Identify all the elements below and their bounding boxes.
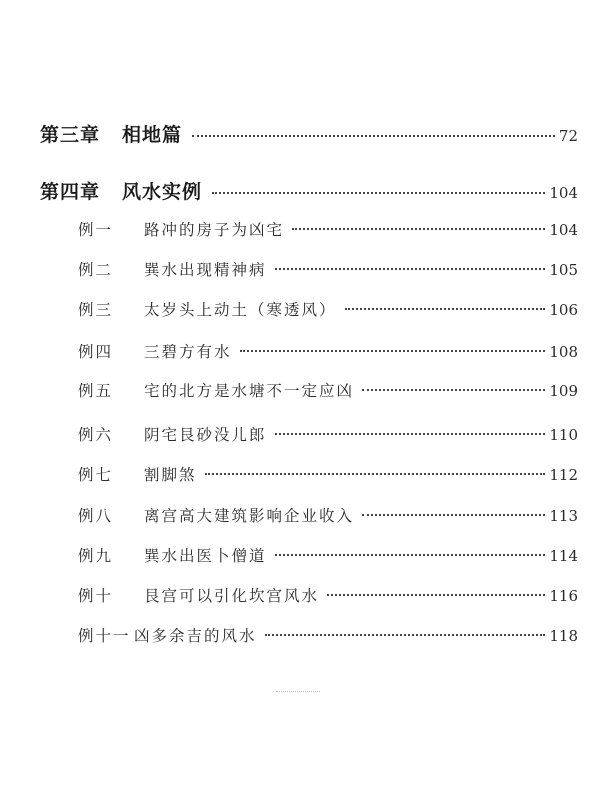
page-number: 105 <box>549 261 578 279</box>
entry-title: 太岁头上动土（寒透风） <box>144 301 337 319</box>
page-number: 110 <box>549 426 578 444</box>
toc-entry-row[interactable] <box>78 218 578 240</box>
page-number: 72 <box>558 127 578 145</box>
page-number: 106 <box>549 301 578 319</box>
toc-chapter-row[interactable] <box>40 120 578 147</box>
page-number: 113 <box>549 507 578 525</box>
entry-number: 例七 <box>78 466 114 484</box>
dot-leader <box>275 433 546 435</box>
entry-number: 例九 <box>78 547 114 565</box>
chapter-number: 第三章 <box>40 124 101 146</box>
dot-leader <box>362 389 545 391</box>
entry-number: 例一 <box>78 221 114 239</box>
scan-smudge <box>276 688 320 692</box>
page-number: 109 <box>549 382 578 400</box>
entry-title: 割脚煞 <box>144 466 197 484</box>
entry-number: 例四 <box>78 343 114 361</box>
toc-entry-row[interactable] <box>78 624 578 646</box>
entry-title: 艮宫可以引化坎宫风水 <box>144 587 320 605</box>
dot-leader <box>275 554 546 556</box>
entry-number: 例十 <box>78 587 114 605</box>
chapter-number: 第四章 <box>40 181 101 203</box>
entry-title: 三碧方有水 <box>144 343 232 361</box>
dot-leader <box>205 473 546 475</box>
page-number: 116 <box>549 587 578 605</box>
toc-entry-row[interactable] <box>78 504 578 526</box>
dot-leader <box>212 192 545 194</box>
dot-leader <box>275 268 546 270</box>
entry-title: 凶多余吉的风水 <box>134 627 257 645</box>
page-number: 108 <box>549 343 578 361</box>
page-number: 104 <box>549 221 578 239</box>
page-number: 112 <box>549 466 578 484</box>
dot-leader <box>265 634 546 636</box>
entry-number: 例三 <box>78 301 114 319</box>
entry-title: 巽水出医卜僧道 <box>144 547 267 565</box>
toc-entry-row[interactable] <box>78 379 578 401</box>
entry-title: 巽水出现精神病 <box>144 261 267 279</box>
dot-leader <box>292 228 545 230</box>
toc-entry-row[interactable] <box>78 423 578 445</box>
entry-title: 离宫高大建筑影响企业收入 <box>144 507 355 525</box>
toc-entry-row[interactable] <box>78 463 578 485</box>
chapter-title: 相地篇 <box>122 124 183 146</box>
toc-entry-row[interactable] <box>78 340 578 362</box>
chapter-title: 风水实例 <box>122 181 203 203</box>
page-number: 118 <box>549 627 578 645</box>
entry-number: 例十一 <box>78 627 131 645</box>
dot-leader <box>192 135 555 137</box>
entry-number: 例二 <box>78 261 114 279</box>
toc-entry-row[interactable] <box>78 584 578 606</box>
dot-leader <box>327 594 545 596</box>
entry-number: 例五 <box>78 382 114 400</box>
dot-leader <box>362 514 545 516</box>
toc-chapter-row[interactable] <box>40 177 578 204</box>
dot-leader <box>345 308 546 310</box>
entry-number: 例八 <box>78 507 114 525</box>
toc-entry-row[interactable] <box>78 298 578 320</box>
toc-entry-row[interactable] <box>78 258 578 280</box>
entry-number: 例六 <box>78 426 114 444</box>
dot-leader <box>240 350 546 352</box>
entry-title: 路冲的房子为凶宅 <box>144 221 285 239</box>
page-number: 104 <box>549 184 578 202</box>
entry-title: 宅的北方是水塘不一定应凶 <box>144 382 355 400</box>
toc-entry-row[interactable] <box>78 544 578 566</box>
page-number: 114 <box>549 547 578 565</box>
entry-title: 阴宅艮砂没儿郎 <box>144 426 267 444</box>
